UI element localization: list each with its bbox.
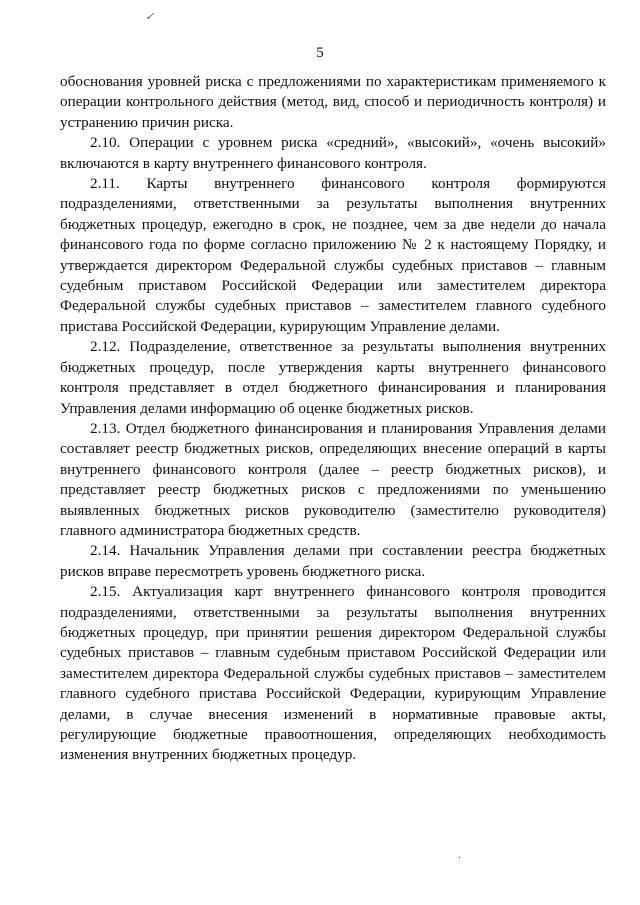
document-body (60, 72, 606, 766)
scan-mark-bottom: . (458, 849, 461, 861)
paragraph-2-11: 2.11. Карты внутреннего финансового контроля формируются подразделениями, ответственными за результаты выполнения внутренних бюджетных процедур, ежегодно в срок, не позднее, чем за две недели до начала финансового года по форме согласно приложению № 2 к настоящему Порядку, и утверждается директором Федеральной службы судебных приставов – главным судебным приставом Российской Федерации или заместителем директора Федеральной службы судебных приставов – заместителем главного судебного пристава Российской Федерации, курирующим Управление делами. (60, 175, 606, 335)
paragraph-2-10: 2.10. Операции с уровнем риска «средний», «высокий», «очень высокий» включаются в карту внутреннего финансового контроля. (60, 134, 606, 172)
paragraph-2-13: 2.13. Отдел бюджетного финансирования и планирования Управления делами составляет реестр бюджетных рисков, определяющих внесение операций в карты внутреннего финансового контроля (далее – реестр бюджетных рисков), и представляет реестр бюджетных рисков с предложениями по уменьшению выявленных бюджетных рисков руководителю (заместителю руководителя) главного администратора бюджетных средств. (60, 419, 606, 539)
page-number: 5 (316, 45, 324, 61)
paragraph-2-15: 2.15. Актуализация карт внутреннего финансового контроля проводится подразделениями, ответственными за результаты выполнения внутренних бюджетных процедур, при принятии решения директором Федеральной службы судебных приставов – главным судебным приставом Российской Федерации или заместителем директора Федеральной службы судебных приставов – заместителем главного судебного пристава Российской Федерации, курирующим Управление делами, в случае внесения изменений в нормативные правовые акты, регулирующие бюджетные правоотношения, определяющих необходимость изменения внутренних бюджетных процедур. (60, 583, 606, 764)
paragraph-2-14: 2.14. Начальник Управления делами при составлении реестра бюджетных рисков вправе пересмотреть уровень бюджетного риска. (60, 542, 606, 580)
scan-mark-top: ✓ (145, 11, 155, 23)
paragraph-continuation: обоснования уровней риска с предложениями по характеристикам применяемого к операции контрольного действия (метод, вид, способ и периодичность контроля) и устранению причин риска. (60, 73, 606, 131)
paragraph-2-12: 2.12. Подразделение, ответственное за результаты выполнения внутренних бюджетных процедур, после утверждения карты внутреннего финансового контроля представляет в отдел бюджетного финансирования и планирования Управления делами информацию об оценке бюджетных рисков. (60, 338, 606, 417)
